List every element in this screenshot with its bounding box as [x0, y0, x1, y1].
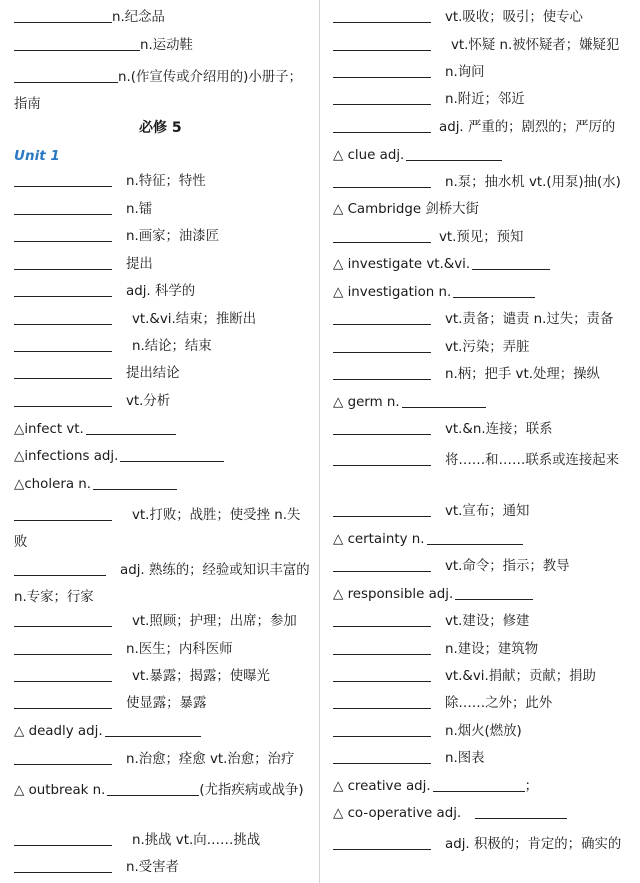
answer-blank[interactable]	[333, 640, 431, 655]
answer-blank[interactable]	[14, 282, 112, 297]
definition-text: vt.打败；战胜；使受挫 n.失败	[14, 508, 301, 550]
definition-text: n.泵；抽水机 vt.(用泵)抽(水)	[445, 175, 621, 190]
vocab-line	[333, 831, 628, 858]
vocab-line	[333, 612, 529, 632]
answer-blank[interactable]	[333, 63, 431, 78]
definition-text: adj. 科学的	[126, 284, 196, 299]
definition-text: vt.责备；谴责 n.过失；责备	[445, 312, 614, 327]
triangle-icon: △	[14, 477, 25, 492]
answer-blank[interactable]	[14, 750, 112, 765]
vocab-line	[333, 393, 486, 413]
answer-blank[interactable]	[333, 420, 431, 435]
definition-text: n.镭	[126, 202, 153, 217]
term-text: certainty n.	[343, 532, 425, 547]
definition-text: vt.&n.连接；联系	[445, 422, 553, 437]
triangle-icon: △	[333, 779, 344, 794]
triangle-icon: △	[333, 532, 344, 547]
vocab-line	[333, 146, 502, 166]
answer-blank[interactable]	[455, 585, 533, 600]
term-text: co-operative adj.	[343, 806, 462, 821]
vocab-line	[14, 172, 206, 192]
triangle-icon: △	[14, 783, 25, 798]
answer-blank[interactable]	[333, 749, 431, 764]
definition-text: vt.命令；指示；教导	[445, 559, 570, 574]
answer-blank[interactable]	[333, 338, 431, 353]
term-text: deadly adj.	[24, 724, 103, 739]
vocab-line	[333, 338, 529, 358]
definition-text: vt.预见；预知	[439, 230, 524, 245]
definition-text: vt.宣布；通知	[445, 504, 530, 519]
answer-blank[interactable]	[333, 365, 431, 380]
vocab-line	[333, 640, 538, 660]
answer-blank[interactable]	[333, 451, 431, 466]
vocab-line	[333, 722, 522, 742]
vocab-line	[14, 64, 310, 118]
definition-text: n.建设；建筑物	[445, 642, 539, 657]
vocab-line	[14, 640, 232, 660]
triangle-icon: △	[333, 257, 344, 272]
answer-blank[interactable]	[14, 858, 112, 873]
answer-blank[interactable]	[333, 502, 431, 517]
answer-blank[interactable]	[427, 530, 523, 545]
vocab-line	[333, 804, 567, 824]
definition-text: 提出结论	[126, 366, 180, 381]
answer-blank[interactable]	[14, 506, 112, 521]
answer-blank[interactable]	[333, 8, 431, 23]
answer-blank[interactable]	[333, 557, 431, 572]
answer-blank[interactable]	[333, 310, 431, 325]
triangle-icon: △	[333, 587, 344, 602]
definition-text: vt.怀疑 n.被怀疑者；嫌疑犯	[451, 38, 620, 53]
vocab-line	[14, 282, 195, 302]
triangle-icon: △	[333, 395, 344, 410]
answer-blank[interactable]	[333, 835, 431, 850]
vocab-line	[14, 310, 256, 330]
vocab-line	[333, 310, 613, 330]
vocab-line	[333, 365, 600, 385]
definition-text: 除……之外；此外	[445, 696, 553, 711]
definition-text: vt.吸收；吸引；使专心	[445, 10, 583, 25]
vocab-line	[333, 777, 538, 797]
answer-blank[interactable]	[333, 722, 431, 737]
term-text: germ n.	[343, 395, 400, 410]
definition-text: n.柄；把手 vt.处理；操纵	[445, 367, 600, 382]
answer-blank[interactable]	[433, 777, 525, 792]
answer-blank[interactable]	[402, 393, 486, 408]
answer-blank[interactable]	[333, 694, 431, 709]
definition-text: vt.&vi.捐献；贡献；捐助	[445, 669, 596, 684]
answer-blank[interactable]	[14, 364, 112, 379]
answer-blank[interactable]	[14, 227, 112, 242]
vocab-line	[333, 447, 628, 474]
definition-text: n.画家；油漆匠	[126, 229, 220, 244]
triangle-icon: △	[333, 202, 344, 217]
definition-text: adj. 严重的；剧烈的；严厉的	[439, 120, 616, 135]
answer-blank[interactable]	[14, 392, 112, 407]
vocab-line	[14, 502, 310, 556]
term-text: Cambridge 剑桥大街	[343, 202, 479, 217]
answer-blank[interactable]	[14, 68, 118, 83]
definition-text: n.纪念品	[112, 10, 165, 25]
vocab-line	[333, 667, 596, 687]
vocab-line	[14, 447, 224, 467]
answer-blank[interactable]	[14, 8, 112, 23]
term-tail: ；	[524, 779, 539, 794]
definition-text: 使显露；暴露	[126, 696, 207, 711]
definition-text: vt.污染；弄脏	[445, 340, 530, 355]
vocab-line	[333, 585, 533, 605]
vocab-line	[333, 63, 485, 83]
answer-blank[interactable]	[333, 612, 431, 627]
definition-text: n.(作宣传或介绍用的)小册子；指南	[14, 70, 302, 112]
answer-blank[interactable]	[14, 612, 112, 627]
vocab-line	[14, 557, 310, 611]
answer-blank[interactable]	[453, 283, 535, 298]
answer-blank[interactable]	[14, 172, 112, 187]
answer-blank[interactable]	[14, 640, 112, 655]
vocab-line	[14, 392, 170, 412]
triangle-icon: △	[14, 449, 25, 464]
definition-text: n.烟火(燃放)	[445, 724, 522, 739]
vocab-line	[333, 200, 479, 220]
definition-text: vt.分析	[126, 394, 171, 409]
definition-text: n.结论；结束	[132, 339, 212, 354]
vocab-line	[14, 255, 153, 275]
vocab-line	[14, 667, 270, 687]
answer-blank[interactable]	[333, 228, 431, 243]
answer-blank[interactable]	[14, 255, 112, 270]
term-text: infections adj.	[24, 449, 119, 464]
section-heading: 必修 5	[139, 120, 182, 136]
vocab-line	[14, 36, 193, 56]
vocab-line	[333, 173, 621, 193]
term-text: investigate vt.&vi.	[343, 257, 471, 272]
definition-text: vt.暴露；揭露；使曝光	[132, 669, 270, 684]
answer-blank[interactable]	[107, 781, 199, 796]
vocab-line	[333, 36, 619, 56]
answer-blank[interactable]	[93, 475, 177, 490]
definition-text: vt.&vi.结束；推断出	[132, 312, 257, 327]
answer-blank[interactable]	[333, 667, 431, 682]
vocab-line	[333, 255, 550, 275]
definition-text: n.治愈；痊愈 vt.治愈；治疗	[126, 752, 295, 767]
answer-blank[interactable]	[14, 310, 112, 325]
answer-blank[interactable]	[333, 118, 431, 133]
answer-blank[interactable]	[475, 804, 567, 819]
vocab-line	[14, 364, 180, 384]
answer-blank[interactable]	[333, 173, 431, 188]
answer-blank[interactable]	[14, 831, 112, 846]
definition-text: adj. 积极的；肯定的；确实的	[445, 837, 622, 852]
unit-heading: Unit 1	[14, 148, 60, 164]
vocab-line	[14, 722, 201, 742]
vocab-line	[14, 227, 219, 247]
vocab-line	[14, 831, 260, 851]
vocab-line	[333, 694, 552, 714]
vocab-line	[333, 118, 615, 138]
term-text: investigation n.	[343, 285, 452, 300]
triangle-icon: △	[14, 422, 25, 437]
definition-text: n.询问	[445, 65, 485, 80]
vocab-line	[333, 283, 535, 303]
vocab-line	[14, 146, 60, 166]
vocab-line	[14, 612, 297, 632]
definition-text: adj. 熟练的；经验或知识丰富的 n.专家；行家	[14, 563, 310, 605]
triangle-icon: △	[333, 285, 344, 300]
triangle-icon: △	[333, 148, 344, 163]
term-tail: (尤指疾病或战争)	[199, 783, 304, 798]
vocab-line	[333, 557, 570, 577]
vocab-line	[333, 502, 529, 522]
definition-text: 将……和……联系或连接起来	[445, 453, 620, 468]
answer-blank[interactable]	[472, 255, 550, 270]
answer-blank[interactable]	[14, 694, 112, 709]
term-text: responsible adj.	[343, 587, 454, 602]
vocab-line	[14, 777, 310, 804]
definition-text: n.图表	[445, 751, 485, 766]
vocab-line	[333, 90, 525, 110]
definition-text: n.受害者	[126, 860, 179, 875]
vocab-line	[14, 337, 212, 357]
vocab-line	[14, 8, 165, 28]
definition-text: n.挑战 vt.向……挑战	[132, 833, 261, 848]
definition-text: n.运动鞋	[140, 38, 193, 53]
term-text: cholera n.	[24, 477, 92, 492]
vocab-line	[14, 475, 177, 495]
vocab-line	[333, 228, 523, 248]
triangle-icon: △	[14, 724, 25, 739]
answer-blank[interactable]	[105, 722, 201, 737]
vocab-line	[14, 420, 176, 440]
term-text: clue adj.	[343, 148, 405, 163]
triangle-icon: △	[333, 806, 344, 821]
definition-text: n.医生；内科医师	[126, 642, 233, 657]
answer-blank[interactable]	[14, 667, 112, 682]
definition-text: vt.照顾；护理；出席；参加	[132, 614, 297, 629]
answer-blank[interactable]	[14, 36, 140, 51]
answer-blank[interactable]	[14, 561, 106, 576]
term-text: creative adj.	[343, 779, 431, 794]
definition-text: n.特征；特性	[126, 174, 206, 189]
answer-blank[interactable]	[14, 337, 112, 352]
vocab-line	[14, 200, 152, 220]
vocab-line	[14, 858, 179, 878]
vocab-line	[333, 749, 485, 769]
vocab-line	[333, 530, 523, 550]
answer-blank[interactable]	[333, 36, 431, 51]
column-divider	[319, 0, 320, 883]
answer-blank[interactable]	[120, 447, 224, 462]
answer-blank[interactable]	[333, 90, 431, 105]
term-text: infect vt.	[24, 422, 84, 437]
answer-blank[interactable]	[86, 420, 176, 435]
vocab-line	[333, 8, 583, 28]
definition-text: 提出	[126, 257, 153, 272]
answer-blank[interactable]	[14, 200, 112, 215]
vocab-line	[139, 118, 182, 138]
vocab-line	[14, 694, 206, 714]
definition-text: n.附近；邻近	[445, 92, 525, 107]
definition-text: vt.建设；修建	[445, 614, 530, 629]
vocab-line	[14, 750, 294, 770]
term-text: outbreak n.	[24, 783, 106, 798]
vocab-line	[333, 420, 553, 440]
answer-blank[interactable]	[406, 146, 502, 161]
